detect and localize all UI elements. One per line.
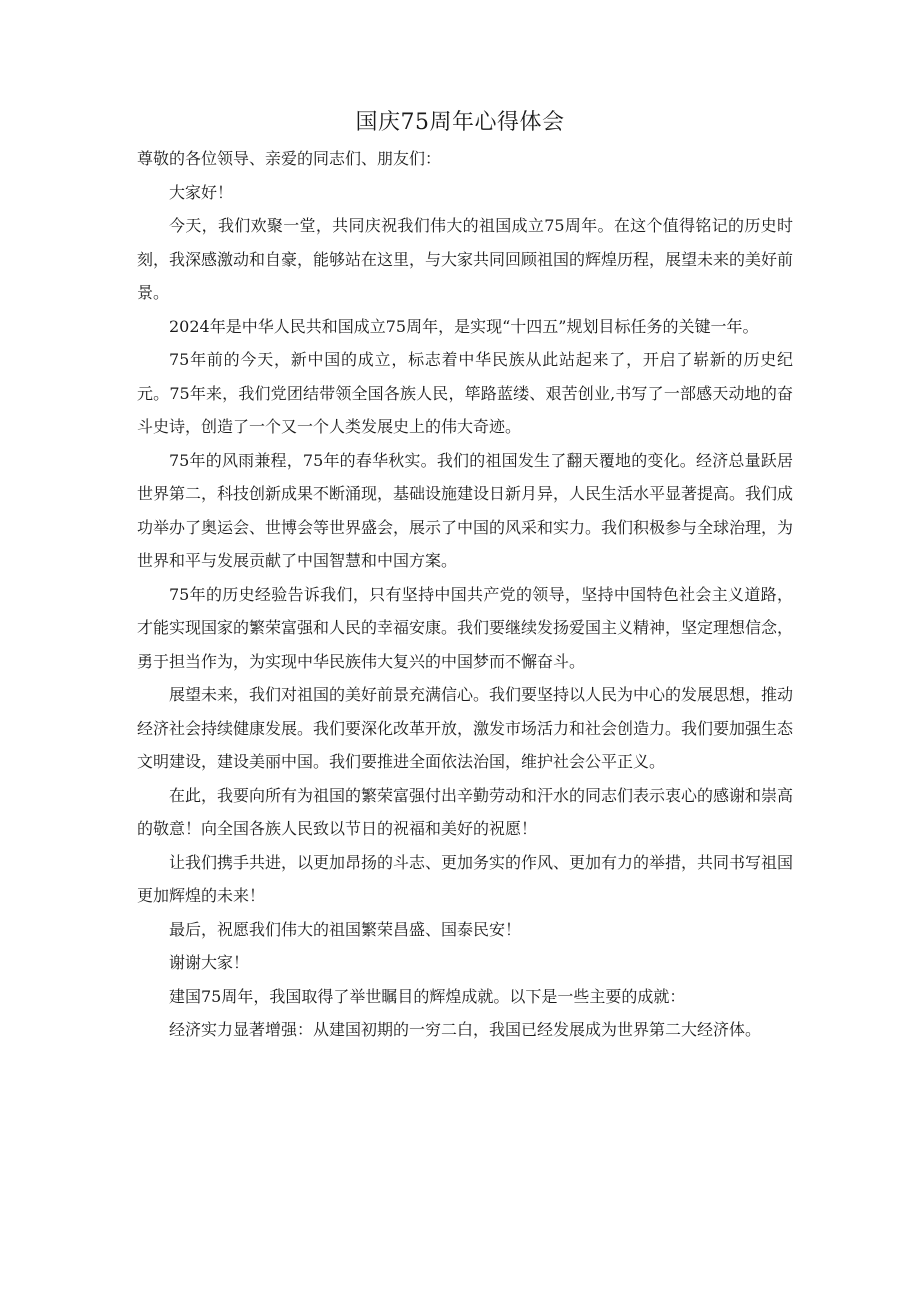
paragraph: 75年前的今天，新中国的成立，标志着中华民族从此站起来了，开启了崭新的历史纪元。75年来，我们党团结带领全国各族人民，筚路蓝缕、艰苦创业,书写了一部感天动地的奋斗史诗，创造了一个又一个人类发展史上的伟大奇迹。 (137, 350, 793, 436)
paragraph: 大家好！ (169, 182, 234, 202)
paragraph: 2024年是中华人民共和国成立75周年，是实现“十四五”规划目标任务的关键一年。 (169, 316, 759, 336)
paragraph: 75年的历史经验告诉我们，只有坚持中国共产党的领导，坚持中国特色社会主义道路，才能实现国家的繁荣富强和人民的幸福安康。我们要继续发扬爱国主义精神，坚定理想信念，勇于担当作为，为实现中华民族伟大复兴的中国梦而不懈奋斗。 (137, 584, 794, 671)
paragraph: 展望未来，我们对祖国的美好前景充满信心。我们要坚持以人民为中心的发展思想，推动经济社会持续健康发展。我们要深化改革开放，激发市场活力和社会创造力。我们要加强生态文明建设，建设美丽中国。我们要推进全面依法治国，维护社会公平正义。 (137, 685, 794, 771)
paragraph: 最后，祝愿我们伟大的祖国繁荣昌盛、国泰民安！ (169, 919, 522, 939)
salutation: 尊敬的各位领导、亲爱的同志们、朋友们： (137, 149, 442, 168)
paragraph: 经济实力显著增强：从建国初期的一穷二白，我国已经发展成为世界第二大经济体。 (169, 1020, 762, 1039)
paragraph: 让我们携手共进，以更加昂扬的斗志、更加务实的作风、更加有力的举措，共同书写祖国更加辉煌的未来！ (137, 852, 794, 905)
paragraph: 谢谢大家！ (169, 953, 250, 972)
document-body (137, 142, 793, 1047)
document-title: 国庆75周年心得体会 (355, 110, 565, 135)
paragraph: 在此，我要向所有为祖国的繁荣富强付出辛勤劳动和汗水的同志们表示衷心的感谢和崇高的敬意！向全国各族人民致以节日的祝福和美好的祝愿！ (137, 785, 794, 838)
paragraph: 今天，我们欢聚一堂，共同庆祝我们伟大的祖国成立75周年。在这个值得铭记的历史时刻，我深感激动和自豪，能够站在这里，与大家共同回顾祖国的辉煌历程，展望未来的美好前景。 (137, 216, 794, 302)
paragraph: 75年的风雨兼程，75年的春华秋实。我们的祖国发生了翻天覆地的变化。经济总量跃居世界第二，科技创新成果不断涌现，基础设施建设日新月异，人民生活水平显著提高。我们成功举办了奥运会、世博会等世界盛会，展示了中国的风采和实力。我们积极参与全球治理，为世界和平与发展贡献了中国智慧和中国方案。 (137, 450, 794, 570)
paragraph: 建国75周年，我国取得了举世瞩目的辉煌成就。以下是一些主要的成就： (169, 986, 686, 1006)
